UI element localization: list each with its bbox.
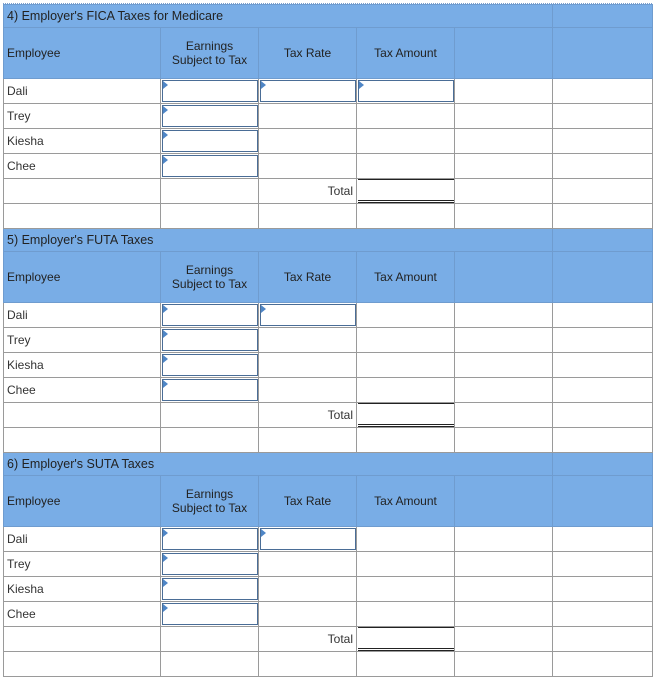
employee-name: Chee [4, 154, 161, 179]
employee-name: Chee [4, 602, 161, 627]
earnings-header-line1: Earnings [185, 39, 234, 53]
total-row [4, 179, 653, 204]
earnings-input[interactable] [162, 80, 258, 102]
input-marker-icon [163, 81, 168, 89]
input-marker-icon [163, 380, 168, 388]
section-title: 6) Employer's SUTA Taxes [7, 457, 155, 471]
table-row [4, 154, 653, 179]
employee-header: Employee [4, 28, 161, 79]
section-title: 4) Employer's FICA Taxes for Medicare [7, 9, 224, 23]
employee-header: Employee [4, 476, 161, 527]
employee-name: Dali [4, 527, 161, 552]
total-row [4, 627, 653, 652]
employee-name: Trey [4, 328, 161, 353]
table-row [4, 602, 653, 627]
earnings-input[interactable] [162, 603, 258, 625]
employee-name: Kiesha [4, 577, 161, 602]
input-marker-icon [163, 579, 168, 587]
earnings-input[interactable] [162, 553, 258, 575]
total-label: Total [259, 403, 357, 428]
input-marker-icon [261, 529, 266, 537]
input-marker-icon [261, 81, 266, 89]
table-row [4, 353, 653, 378]
earnings-input[interactable] [162, 329, 258, 351]
spacer-row [4, 428, 653, 453]
table-row [4, 527, 653, 552]
total-row [4, 403, 653, 428]
employee-name: Kiesha [4, 353, 161, 378]
employee-name: Trey [4, 104, 161, 129]
table-row [4, 552, 653, 577]
input-marker-icon [163, 529, 168, 537]
input-marker-icon [163, 156, 168, 164]
total-amount-cell [358, 627, 454, 651]
earnings-input[interactable] [162, 354, 258, 376]
table-row [4, 577, 653, 602]
table-row [4, 378, 653, 403]
earnings-input[interactable] [162, 578, 258, 600]
input-marker-icon [163, 131, 168, 139]
header-row [4, 476, 653, 527]
table-row [4, 129, 653, 154]
earnings-input[interactable] [162, 379, 258, 401]
section-title: 5) Employer's FUTA Taxes [7, 233, 154, 247]
section-title-row [4, 453, 653, 476]
tax-amount-input[interactable] [358, 80, 454, 102]
total-label: Total [259, 179, 357, 204]
tax-amount-header: Tax Amount [357, 252, 455, 303]
employee-name: Trey [4, 552, 161, 577]
tax-rate-header: Tax Rate [259, 252, 357, 303]
header-row [4, 252, 653, 303]
input-marker-icon [261, 305, 266, 313]
employee-name: Dali [4, 303, 161, 328]
tax-rate-input[interactable] [260, 528, 356, 550]
tax-rate-input[interactable] [260, 80, 356, 102]
section-title-row [4, 5, 653, 28]
table-row [4, 328, 653, 353]
tax-rate-header: Tax Rate [259, 476, 357, 527]
table-row [4, 104, 653, 129]
earnings-header-line2: Subject to Tax [171, 277, 248, 291]
input-marker-icon [163, 305, 168, 313]
section-title-row [4, 229, 653, 252]
tax-amount-header: Tax Amount [357, 476, 455, 527]
employee-name: Kiesha [4, 129, 161, 154]
earnings-header [161, 252, 259, 303]
table-row [4, 79, 653, 104]
employee-header: Employee [4, 252, 161, 303]
input-marker-icon [163, 106, 168, 114]
spacer-row [4, 652, 653, 677]
input-marker-icon [359, 81, 364, 89]
tax-rate-header: Tax Rate [259, 28, 357, 79]
worksheet-table [3, 4, 653, 677]
employee-name: Chee [4, 378, 161, 403]
table-row [4, 303, 653, 328]
tax-worksheet [3, 3, 652, 677]
earnings-input[interactable] [162, 130, 258, 152]
header-row [4, 28, 653, 79]
earnings-input[interactable] [162, 528, 258, 550]
earnings-header-line2: Subject to Tax [171, 501, 248, 515]
earnings-input[interactable] [162, 105, 258, 127]
spacer-row [4, 204, 653, 229]
earnings-header [161, 476, 259, 527]
total-label: Total [259, 627, 357, 652]
earnings-header-line2: Subject to Tax [171, 53, 248, 67]
earnings-header-line1: Earnings [185, 487, 234, 501]
input-marker-icon [163, 554, 168, 562]
employee-name: Dali [4, 79, 161, 104]
total-amount-cell [358, 403, 454, 427]
earnings-header [161, 28, 259, 79]
tax-rate-input[interactable] [260, 304, 356, 326]
input-marker-icon [163, 604, 168, 612]
tax-amount-header: Tax Amount [357, 28, 455, 79]
earnings-input[interactable] [162, 155, 258, 177]
input-marker-icon [163, 355, 168, 363]
earnings-input[interactable] [162, 304, 258, 326]
total-amount-cell [358, 179, 454, 203]
earnings-header-line1: Earnings [185, 263, 234, 277]
input-marker-icon [163, 330, 168, 338]
